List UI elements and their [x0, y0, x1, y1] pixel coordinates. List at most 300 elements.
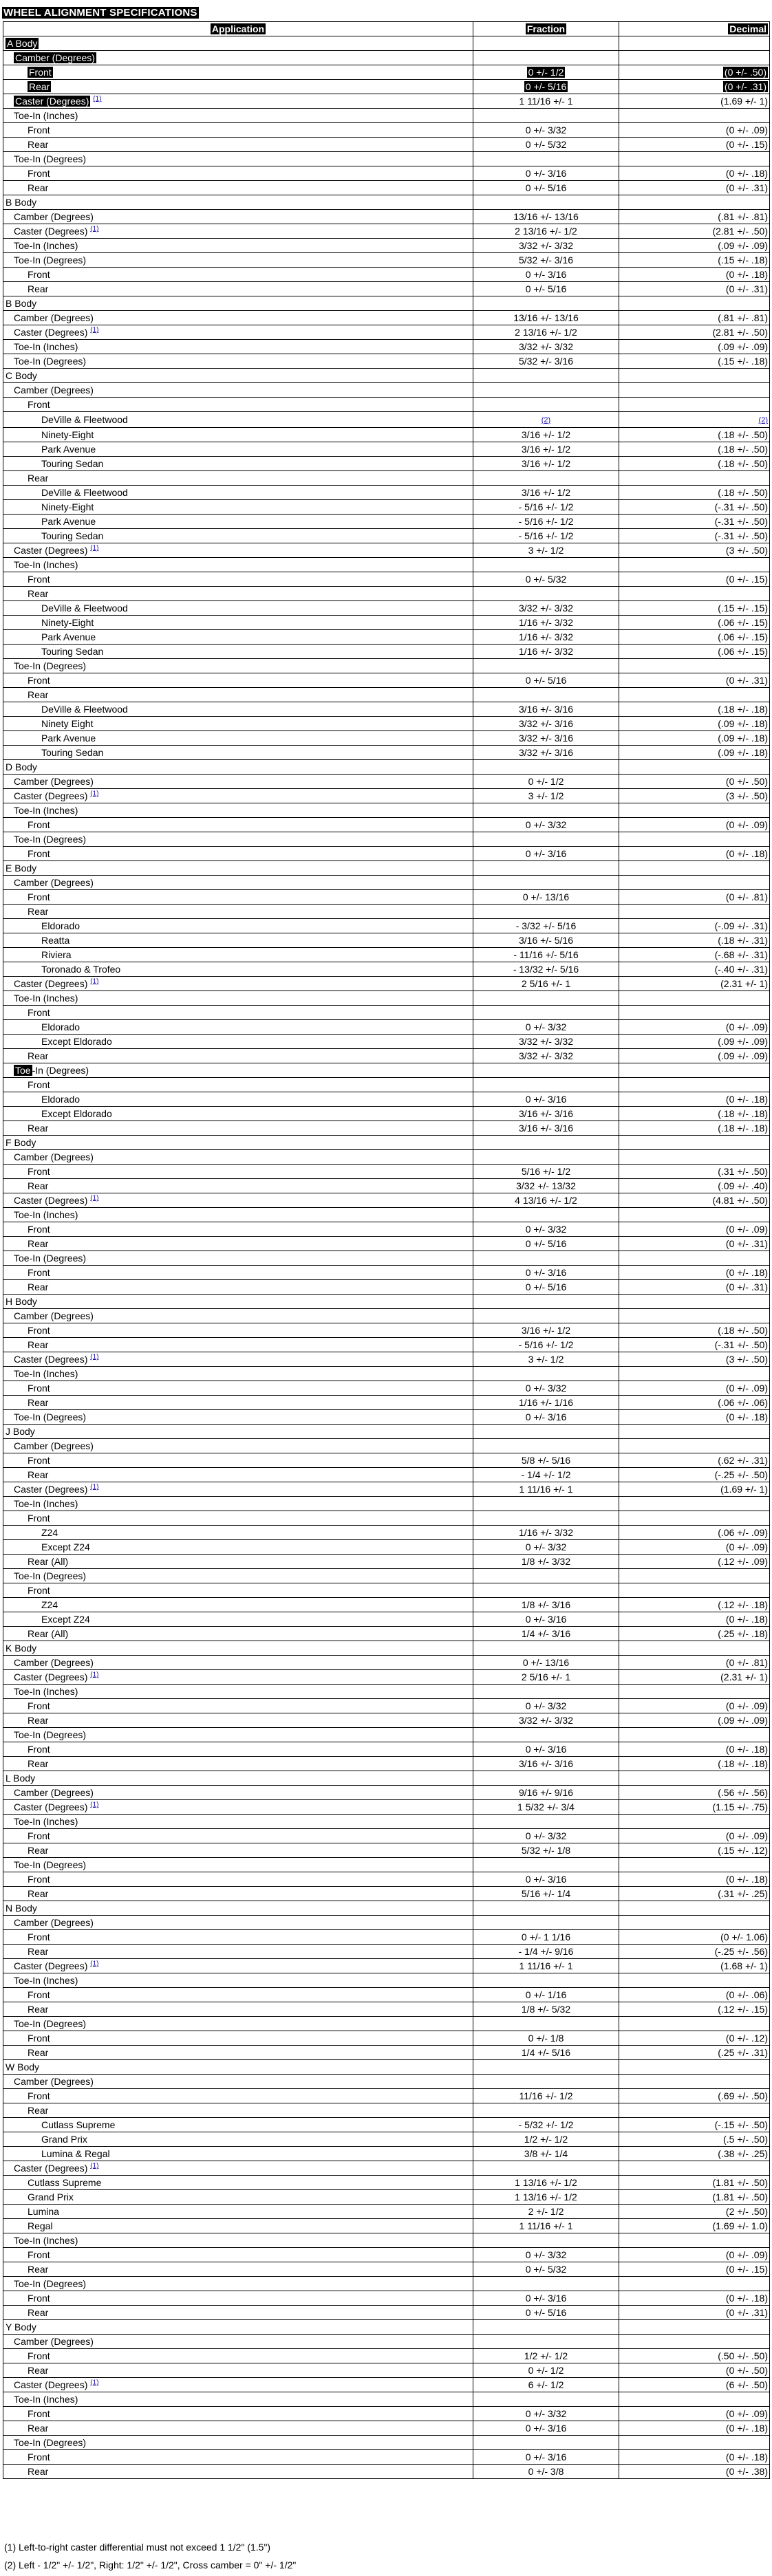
application-label: Camber (Degrees) — [14, 1917, 94, 1928]
fraction-value: 1/2 +/- 1/2 — [524, 2350, 568, 2361]
fraction-value: 3/32 +/- 3/16 — [518, 718, 573, 729]
fraction-cell — [473, 1150, 619, 1165]
fraction-value: 3/32 +/- 3/16 — [518, 733, 573, 744]
decimal-value: (0 +/- .50) — [724, 67, 766, 78]
table-row — [3, 138, 770, 152]
fraction-cell — [473, 1439, 619, 1453]
fraction-cell — [473, 919, 619, 933]
table-row — [3, 760, 770, 775]
fraction-value: 0 +/- 5/32 — [525, 2264, 567, 2275]
application-cell — [3, 1121, 473, 1136]
decimal-cell — [619, 659, 770, 673]
table-row — [3, 1988, 770, 2002]
decimal-value: (0 +/- .31) — [724, 81, 766, 92]
application-cell — [3, 94, 473, 109]
table-row — [3, 991, 770, 1006]
decimal-value: (0 +/- .50) — [725, 776, 768, 787]
decimal-cell — [619, 1482, 770, 1497]
fraction-cell — [473, 123, 619, 138]
decimal-cell — [619, 2378, 770, 2392]
footnote-link[interactable]: (1) — [90, 1194, 99, 1202]
table-row — [3, 1338, 770, 1352]
application-label: Toe-In (Degrees) — [14, 1859, 87, 1870]
table-row — [3, 457, 770, 471]
fraction-value: 1 11/16 +/- 1 — [519, 1960, 573, 1971]
application-cell — [3, 2233, 473, 2248]
fraction-cell — [473, 1136, 619, 1150]
table-row — [3, 2075, 770, 2089]
decimal-cell — [619, 383, 770, 398]
application-label: Rear — [28, 1281, 49, 1292]
decimal-value: (0 +/- .12) — [725, 2033, 768, 2044]
decimal-cell — [619, 2046, 770, 2060]
decimal-cell — [619, 1439, 770, 1453]
decimal-cell — [619, 977, 770, 991]
fraction-value: 3/16 +/- 1/2 — [521, 1325, 571, 1336]
fraction-cell — [473, 659, 619, 673]
decimal-cell — [619, 775, 770, 789]
decimal-value: (.18 +/- .18) — [718, 1108, 768, 1119]
fraction-cell — [473, 1468, 619, 1482]
footnote-link[interactable]: (1) — [90, 1960, 99, 1968]
table-row — [3, 2277, 770, 2291]
decimal-cell — [619, 1006, 770, 1020]
fraction-cell — [473, 1728, 619, 1742]
table-row — [3, 1583, 770, 1598]
application-label: Caster (Degrees) — [14, 1195, 88, 1206]
fraction-value: 0 +/- 3/32 — [525, 1541, 567, 1552]
table-row — [3, 1425, 770, 1439]
decimal-cell — [619, 2132, 770, 2147]
table-row — [3, 1179, 770, 1193]
fraction-cell — [473, 210, 619, 224]
table-row — [3, 1323, 770, 1338]
fraction-cell — [473, 1945, 619, 1959]
application-cell — [3, 2190, 473, 2205]
fraction-cell — [473, 1786, 619, 1800]
fraction-cell — [473, 2407, 619, 2421]
footnote-link[interactable]: (2) — [758, 416, 768, 424]
table-row — [3, 1453, 770, 1468]
application-label: Except Eldorado — [41, 1108, 112, 1119]
application-label: Z24 — [41, 1599, 58, 1610]
fraction-cell — [473, 933, 619, 948]
application-label: F Body — [6, 1137, 36, 1148]
application-label: Front — [28, 1989, 50, 2000]
decimal-cell — [619, 1381, 770, 1396]
application-label: Toe-In (Inches) — [14, 805, 78, 816]
decimal-value: (1.81 +/- .50) — [712, 2177, 768, 2188]
table-row — [3, 1280, 770, 1295]
decimal-cell — [619, 558, 770, 572]
decimal-cell — [619, 1800, 770, 1815]
fraction-value: 0 +/- 3/32 — [525, 1021, 567, 1032]
application-label: Toe-In (Degrees) — [14, 1729, 87, 1740]
application-label: Rear — [28, 473, 49, 484]
footnote-link[interactable]: (1) — [90, 790, 99, 798]
decimal-cell — [619, 1425, 770, 1439]
decimal-cell — [619, 2103, 770, 2118]
application-cell — [3, 80, 473, 94]
header-row — [3, 22, 770, 36]
fraction-cell — [473, 1020, 619, 1035]
application-cell — [3, 282, 473, 296]
table-row — [3, 2450, 770, 2465]
fraction-cell — [473, 1742, 619, 1757]
application-cell — [3, 1612, 473, 1627]
spec-table — [3, 21, 770, 2479]
fraction-cell — [473, 2306, 619, 2320]
table-row — [3, 94, 770, 109]
page-title: WHEEL ALIGNMENT SPECIFICATIONS — [3, 7, 197, 19]
fraction-value: 0 +/- 3/32 — [525, 125, 567, 136]
fraction-value: - 11/16 +/- 5/16 — [513, 949, 579, 960]
application-label: Park Avenue — [41, 631, 96, 642]
fraction-value: 0 +/- 1/2 — [528, 776, 564, 787]
application-cell — [3, 1713, 473, 1728]
table-row — [3, 948, 770, 962]
fraction-cell — [473, 500, 619, 515]
application-cell — [3, 847, 473, 861]
table-row — [3, 1540, 770, 1555]
decimal-cell — [619, 1049, 770, 1063]
fraction-cell — [473, 1063, 619, 1078]
decimal-value: (.09 +/- .18) — [718, 747, 768, 758]
fraction-cell — [473, 1035, 619, 1049]
application-label: Toe-In (Degrees) — [14, 1253, 87, 1264]
application-label: Rear (All) — [28, 1628, 69, 1639]
decimal-cell — [619, 2392, 770, 2407]
fraction-cell — [473, 1006, 619, 1020]
footnote-link[interactable]: (1) — [93, 95, 102, 103]
table-row — [3, 1006, 770, 1020]
decimal-cell — [619, 702, 770, 717]
fraction-value: 1 13/16 +/- 1/2 — [515, 2191, 577, 2202]
table-row — [3, 1713, 770, 1728]
fraction-value: 1 11/16 +/- 1 — [519, 2220, 573, 2231]
header-application-label: Application — [211, 23, 265, 34]
decimal-cell — [619, 2291, 770, 2306]
application-label: Front — [28, 819, 50, 830]
fraction-cell — [473, 1280, 619, 1295]
application-cell — [3, 601, 473, 616]
fraction-value: 0 +/- 3/16 — [525, 168, 567, 179]
fraction-value: 2 5/16 +/- 1 — [521, 978, 571, 989]
table-row — [3, 616, 770, 630]
application-label: Front — [28, 168, 50, 179]
fraction-value: 3/32 +/- 3/32 — [518, 1050, 573, 1061]
footnote-link[interactable]: (1) — [90, 2379, 99, 2387]
fraction-cell — [473, 2233, 619, 2248]
table-row — [3, 1728, 770, 1742]
decimal-cell — [619, 1641, 770, 1656]
decimal-cell — [619, 645, 770, 659]
fraction-value: 3/16 +/- 3/16 — [518, 1123, 573, 1134]
footnote-link[interactable]: (1) — [90, 544, 99, 552]
table-row — [3, 543, 770, 558]
decimal-cell — [619, 616, 770, 630]
application-cell — [3, 2306, 473, 2320]
footnote-1: (1) Left-to-right caster differential must not exceed 1 1/2" (1.5") — [4, 2542, 271, 2553]
table-row — [3, 471, 770, 486]
fraction-cell — [473, 1843, 619, 1858]
header-decimal-label: Decimal — [729, 23, 766, 34]
table-row — [3, 1266, 770, 1280]
table-row — [3, 1916, 770, 1930]
decimal-cell — [619, 1497, 770, 1511]
application-cell — [3, 1627, 473, 1641]
application-label: Grand Prix — [41, 2134, 87, 2145]
application-label: Camber (Degrees) — [14, 1657, 94, 1668]
table-row — [3, 2132, 770, 2147]
table-row — [3, 36, 770, 51]
footnote-link[interactable]: (1) — [90, 1353, 99, 1361]
decimal-cell — [619, 1945, 770, 1959]
decimal-cell — [619, 1237, 770, 1251]
decimal-value: (.18 +/- .50) — [718, 458, 768, 469]
fraction-value: 3/32 +/- 3/32 — [518, 603, 573, 614]
fraction-cell — [473, 311, 619, 325]
fraction-cell — [473, 789, 619, 803]
fraction-value: 5/32 +/- 1/8 — [521, 1845, 571, 1856]
table-row — [3, 1352, 770, 1367]
table-row — [3, 2320, 770, 2335]
fraction-value: - 5/16 +/- 1/2 — [518, 1339, 574, 1350]
fraction-cell — [473, 224, 619, 239]
decimal-cell — [619, 746, 770, 760]
application-label: Front — [28, 2033, 50, 2044]
decimal-cell — [619, 962, 770, 977]
table-row — [3, 2031, 770, 2046]
application-label: Rear — [28, 1339, 49, 1350]
table-row — [3, 645, 770, 659]
decimal-value: (0 +/- .18) — [725, 1411, 768, 1422]
application-label: Rear — [28, 1888, 49, 1899]
fraction-cell — [473, 803, 619, 818]
fraction-value: 11/16 +/- 1/2 — [519, 2090, 573, 2101]
decimal-cell — [619, 1670, 770, 1685]
application-cell — [3, 383, 473, 398]
fraction-cell — [473, 2219, 619, 2233]
decimal-value: (0 +/- .06) — [725, 1989, 768, 2000]
decimal-value: (.09 +/- .09) — [718, 240, 768, 251]
application-label: DeVille & Fleetwood — [41, 704, 128, 715]
application-label: Ninety-Eight — [41, 429, 94, 440]
application-cell — [3, 123, 473, 138]
footnote-link[interactable]: (1) — [90, 977, 99, 986]
application-cell — [3, 2436, 473, 2450]
application-label: Rear — [28, 588, 49, 599]
decimal-cell — [619, 2031, 770, 2046]
decimal-cell — [619, 688, 770, 702]
table-row — [3, 1251, 770, 1266]
fraction-value: 0 +/- 3/16 — [525, 1267, 567, 1278]
application-cell — [3, 1352, 473, 1367]
application-label: Eldorado — [41, 920, 81, 931]
decimal-value: (0 +/- .31) — [725, 2307, 768, 2318]
application-label: Front — [28, 2350, 50, 2361]
fraction-value: 0 +/- 3/16 — [525, 2423, 567, 2434]
decimal-cell — [619, 354, 770, 369]
application-cell — [3, 2060, 473, 2075]
application-label: Cutlass Supreme — [28, 2177, 102, 2188]
application-label: Regal — [28, 2220, 53, 2231]
fraction-value: 0 +/- 3/16 — [525, 1411, 567, 1422]
footnote-link[interactable]: (1) — [90, 2162, 99, 2170]
application-label: Front — [28, 1585, 50, 1596]
decimal-cell — [619, 1973, 770, 1988]
decimal-cell — [619, 1685, 770, 1699]
fraction-value: 0 +/- 13/16 — [522, 1657, 570, 1668]
table-row — [3, 325, 770, 340]
decimal-cell — [619, 905, 770, 919]
fraction-value: 0 +/- 3/32 — [525, 2408, 567, 2419]
table-row — [3, 1237, 770, 1251]
decimal-value: (0 +/- .18) — [725, 1614, 768, 1625]
application-cell — [3, 1511, 473, 1526]
table-row — [3, 1612, 770, 1627]
application-label: Reatta — [41, 935, 70, 946]
table-row — [3, 123, 770, 138]
fraction-value: 3/16 +/- 1/2 — [521, 429, 571, 440]
decimal-cell — [619, 1757, 770, 1771]
table-row — [3, 51, 770, 65]
application-cell — [3, 1309, 473, 1323]
footnote-link[interactable]: (1) — [90, 326, 99, 334]
application-label: Touring Sedan — [41, 530, 104, 541]
decimal-cell — [619, 1295, 770, 1309]
fraction-cell — [473, 2002, 619, 2017]
footnote-link[interactable]: (1) — [90, 1483, 99, 1491]
decimal-cell — [619, 1165, 770, 1179]
table-row — [3, 2103, 770, 2118]
application-label: Front — [28, 848, 50, 859]
fraction-value: - 5/16 +/- 1/2 — [518, 530, 574, 541]
application-cell — [3, 1453, 473, 1468]
table-row — [3, 1670, 770, 1685]
decimal-value: (0 +/- .18) — [725, 1874, 768, 1885]
application-cell — [3, 659, 473, 673]
application-cell — [3, 818, 473, 832]
application-cell — [3, 471, 473, 486]
table-row — [3, 1771, 770, 1786]
fraction-cell — [473, 1699, 619, 1713]
table-row — [3, 601, 770, 616]
decimal-value: (0 +/- .18) — [725, 1744, 768, 1755]
fraction-cell — [473, 645, 619, 659]
application-cell — [3, 2378, 473, 2392]
application-cell — [3, 2075, 473, 2089]
decimal-cell — [619, 919, 770, 933]
decimal-cell — [619, 181, 770, 195]
footnote-link[interactable]: (1) — [90, 1801, 99, 1809]
decimal-value: (1.68 +/- 1) — [720, 1960, 768, 1971]
application-label: Front — [28, 269, 50, 280]
application-cell — [3, 195, 473, 210]
fraction-value: 0 +/- 3/16 — [525, 848, 567, 859]
fraction-value: 3/16 +/- 3/16 — [518, 1758, 573, 1769]
fraction-value: 3 +/- 1/2 — [528, 545, 564, 556]
application-cell — [3, 1771, 473, 1786]
application-cell — [3, 1049, 473, 1063]
footnote-link[interactable]: (2) — [541, 416, 551, 424]
fraction-cell — [473, 1670, 619, 1685]
fraction-value: 3/8 +/- 1/4 — [524, 2148, 568, 2159]
table-row — [3, 2233, 770, 2248]
decimal-value: (0 +/- .31) — [725, 283, 768, 294]
application-label: Front — [28, 1267, 50, 1278]
table-row — [3, 1396, 770, 1410]
decimal-value: (.12 +/- .18) — [718, 1599, 768, 1610]
fraction-cell — [473, 166, 619, 181]
decimal-cell — [619, 123, 770, 138]
application-label: Caster (Degrees) — [14, 1801, 88, 1812]
fraction-cell — [473, 1251, 619, 1266]
decimal-value: (.09 +/- .09) — [718, 1036, 768, 1047]
application-cell — [3, 529, 473, 543]
table-row — [3, 1555, 770, 1569]
table-row — [3, 253, 770, 268]
table-row — [3, 181, 770, 195]
decimal-cell — [619, 1843, 770, 1858]
application-cell — [3, 138, 473, 152]
application-label: Front — [28, 2408, 50, 2419]
table-row — [3, 383, 770, 398]
table-row — [3, 1482, 770, 1497]
application-cell — [3, 369, 473, 383]
fraction-cell — [473, 2320, 619, 2335]
table-row — [3, 905, 770, 919]
application-cell — [3, 1583, 473, 1598]
footnote-link[interactable]: (1) — [90, 1671, 99, 1679]
decimal-cell — [619, 428, 770, 442]
fraction-cell — [473, 253, 619, 268]
decimal-value: (0 +/- 1.06) — [720, 1931, 768, 1942]
fraction-cell — [473, 1887, 619, 1901]
fraction-cell — [473, 1193, 619, 1208]
table-row — [3, 977, 770, 991]
fraction-cell — [473, 731, 619, 746]
fraction-cell — [473, 1381, 619, 1396]
application-label: Rear — [28, 689, 49, 700]
application-label: Cutlass Supreme — [41, 2119, 116, 2130]
fraction-cell — [473, 1641, 619, 1656]
table-row — [3, 1800, 770, 1815]
fraction-value: 13/16 +/- 13/16 — [513, 211, 579, 222]
fraction-cell — [473, 2392, 619, 2407]
fraction-value: 0 +/- 5/16 — [525, 81, 567, 92]
application-cell — [3, 1136, 473, 1150]
decimal-value: (6 +/- .50) — [725, 2379, 768, 2390]
fraction-value: 2 5/16 +/- 1 — [521, 1671, 571, 1682]
fraction-value: 1 13/16 +/- 1/2 — [515, 2177, 577, 2188]
table-row — [3, 1410, 770, 1425]
decimal-cell — [619, 1815, 770, 1829]
table-row — [3, 1598, 770, 1612]
decimal-value: (-.25 +/- .50) — [714, 1469, 768, 1480]
table-row — [3, 2378, 770, 2392]
fraction-value: 0 +/- 3/16 — [525, 1744, 567, 1755]
fraction-cell — [473, 2075, 619, 2089]
fraction-value: 5/16 +/- 1/2 — [521, 1166, 571, 1177]
table-row — [3, 2392, 770, 2407]
decimal-cell — [619, 239, 770, 253]
table-row — [3, 861, 770, 876]
fraction-cell — [473, 1612, 619, 1627]
table-row — [3, 354, 770, 369]
footnote-link[interactable]: (1) — [90, 225, 99, 233]
application-label: Ninety Eight — [41, 718, 94, 729]
